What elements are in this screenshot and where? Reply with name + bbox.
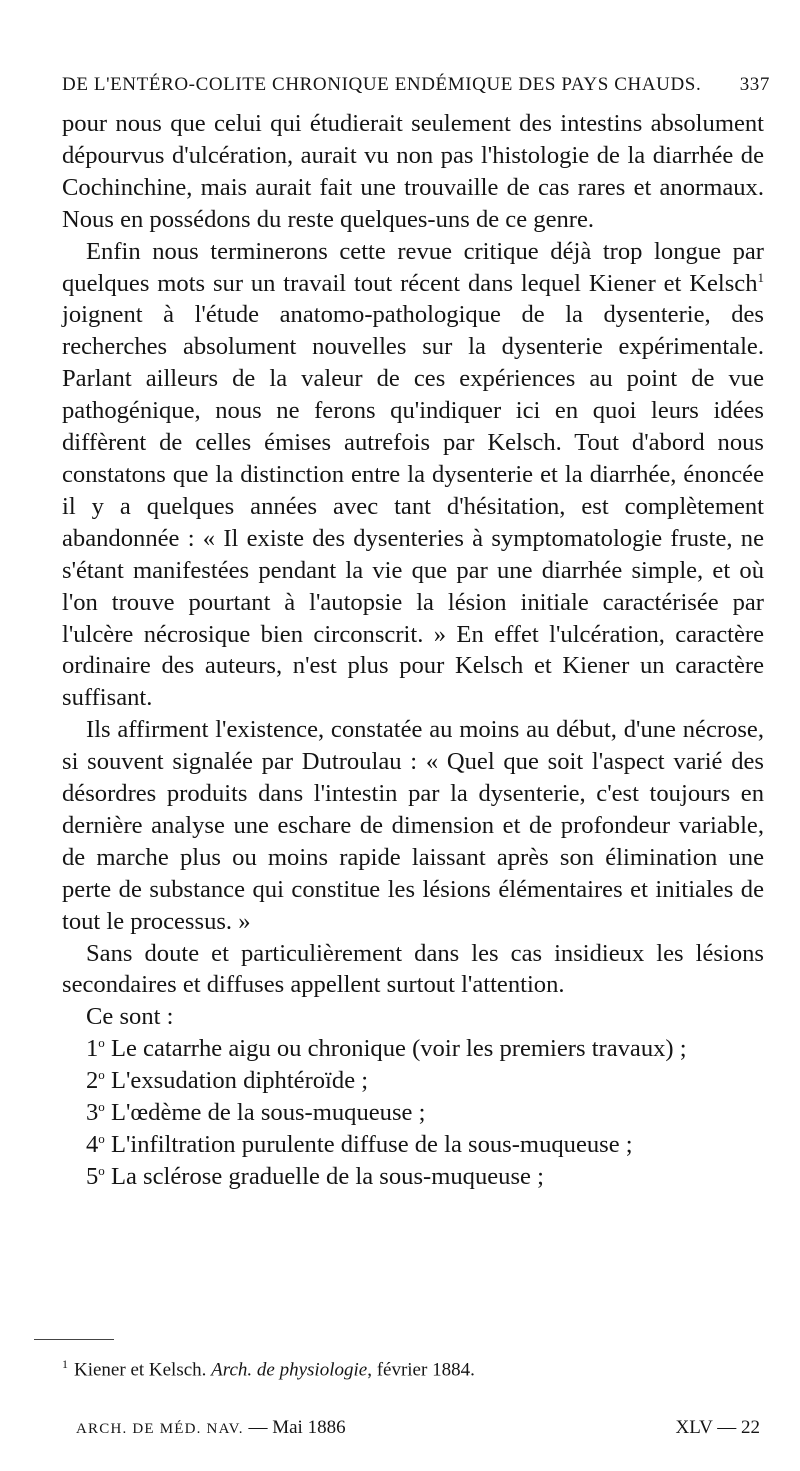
paragraph: Ce sont : <box>86 1003 174 1031</box>
list-number: 5 <box>86 1162 99 1190</box>
list-text: Le catarrhe aigu ou chronique (voir les premiers travaux) ; <box>104 1035 687 1063</box>
list-text: L'œdème de la sous-muqueuse ; <box>104 1099 426 1127</box>
footer-journal-line: ARCH. DE MÉD. NAV. — Mai 1886 <box>76 1417 346 1438</box>
list-text: La sclérose graduelle de la sous-muqueuse ; <box>104 1162 544 1190</box>
footnote-divider <box>34 1339 114 1340</box>
running-header <box>62 74 770 96</box>
paragraph: Sans doute et particulièrement dans les cas insidieux les lésions secondaires et diffuses appellent surtout l'attention. <box>62 939 764 999</box>
issue-date: Mai 1886 <box>272 1417 346 1438</box>
list-item: 4$^o$ L'infiltration purulente diffuse de la sous-muqueuse ; <box>86 1130 633 1158</box>
body-text <box>62 108 764 1193</box>
page-number: 337 <box>739 74 770 95</box>
list-item: 1$^o$ Le catarrhe aigu ou chronique (voir les premiers travaux) ; <box>86 1035 687 1063</box>
list-number: 1 <box>86 1035 99 1063</box>
footnote-marker: 1 <box>62 1357 68 1371</box>
footnote-date: , février 1884. <box>367 1359 475 1381</box>
list-text: L'exsudation diphtéroïde ; <box>104 1067 369 1095</box>
footnote-journal: Arch. de physiologie <box>211 1359 368 1381</box>
list-number: 4 <box>86 1131 99 1158</box>
footnote <box>62 1352 764 1382</box>
list-item: 5$^o$ La sclérose graduelle de la sous-muqueuse ; <box>86 1162 544 1190</box>
list-item: 2$^o$ L'exsudation diphtéroïde ; <box>86 1067 369 1095</box>
footnote-reference: 1 <box>757 269 764 285</box>
paragraph <box>62 236 764 715</box>
list-number: 3 <box>86 1099 99 1127</box>
footnote-authors: Kiener et Kelsch. <box>74 1359 212 1381</box>
running-title: DE L'ENTÉRO-COLITE CHRONIQUE ENDÉMIQUE DES PAYS CHAUDS. <box>62 74 702 95</box>
paragraph: pour nous que celui qui étudierait seulement des intestins absolument dépourvus d'ulcération, aurait vu non pas l'histologie de la diarrhée de Cochinchine, mais aurait fait une trouvaille de cas rares et anormaux. Nous en possédons du reste quelques-uns de ce genre. <box>62 110 764 233</box>
list-item: 3$^o$ L'œdème de la sous-muqueuse ; <box>86 1098 426 1127</box>
paragraph-text: joignent à l'étude anatomo-pathologique de la dysenterie, des recherches absolument nouvelles sur la dysenterie expérimentale. Parlant ailleurs de la valeur de ces expériences au point de vue pathogénique, nous ne ferons qu'indiquer ici en quoi leurs idées diffèrent de celles émises autrefois par Kelsch. Tout d'abord nous constatons que la distinction entre la dysenterie et la diarrhée, énoncée il y a quelques années avec tant d'hésitation, est complètement abandonnée : « Il existe des dysenteries à symptomatologie fruste, ne s'étant manifestées pendant la vie que par une diarrhée simple, et où l'on trouve pourtant à l'autopsie la lésion initiale caractérisée par l'ulcère nécrosique bien circonscrit. » En effet l'ulcération, caractère ordinaire des auteurs, n'est plus pour Kelsch et Kiener un caractère suffisant. <box>62 301 764 712</box>
paragraph: Ils affirment l'existence, constatée au moins au début, d'une nécrose, si souvent signalée par Dutroulau : « Quel que soit l'aspect varié des désordres produits dans l'intestin par la dysenterie, c'est toujours en dernière analyse une eschare de dimension et de profondeur variable, de marche plus ou moins rapide laissant après son élimination une perte de substance qui constitue les lésions élémentaires et initiales de tout le processus. » <box>62 716 764 935</box>
list-text: L'infiltration purulente diffuse de la sous-muqueuse ; <box>104 1131 633 1158</box>
signature-mark: XLV — 22 <box>675 1417 760 1438</box>
page-footer <box>76 1417 760 1439</box>
journal-abbreviation: ARCH. DE MÉD. NAV. <box>76 1421 244 1437</box>
paragraph-text: Enfin nous terminerons cette revue critique déjà trop longue par quelques mots sur un travail tout récent dans lequel Kiener et Kelsch <box>62 237 764 297</box>
list-number: 2 <box>86 1067 99 1095</box>
